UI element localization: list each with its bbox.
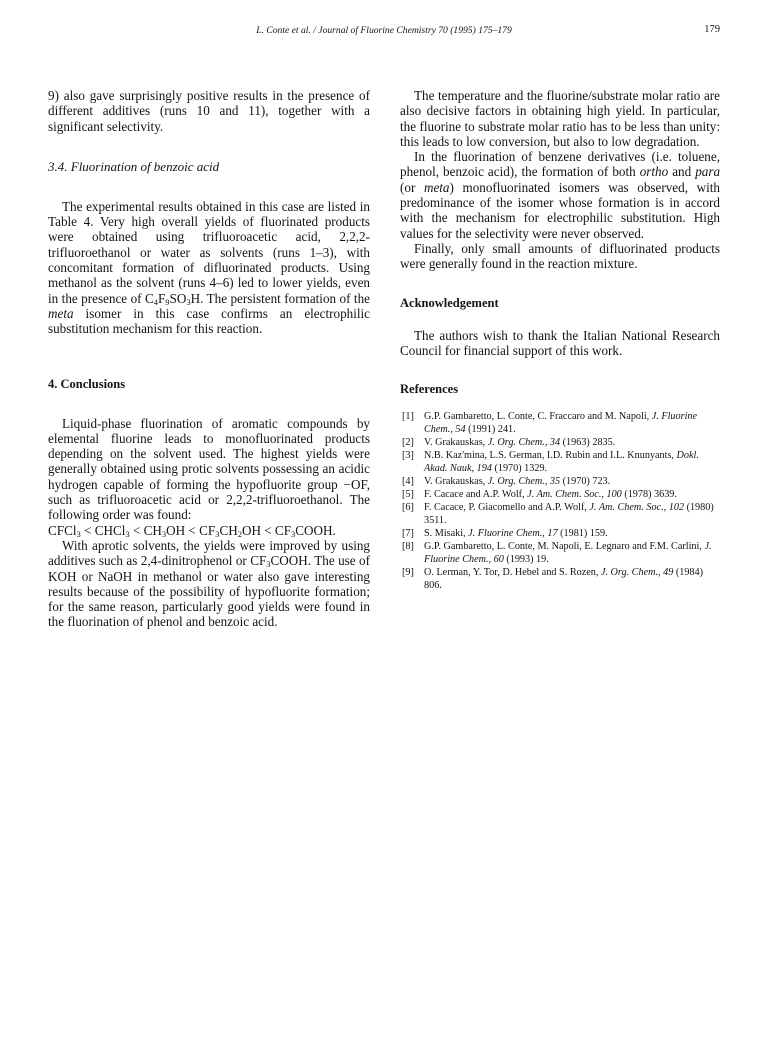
reference-journal: J. Am. Chem. Soc. — [527, 489, 602, 501]
reference-number: [9] — [402, 567, 414, 579]
reference-item — [400, 567, 720, 592]
reference-authors: N.B. Kaz'mina, L.S. German, I.D. Rubin and I.L. Knunyants, — [424, 450, 677, 462]
subscript: 3 — [266, 559, 271, 570]
order-term: CH — [219, 522, 238, 538]
text-run: H. The persistent formation of the — [190, 290, 370, 306]
reference-separator: , — [450, 423, 456, 435]
reference-number: [6] — [402, 502, 414, 514]
reference-authors: F. Cacace, P. Giacomello and A.P. Wolf, — [424, 502, 590, 514]
text-run: COOH. The use of KOH or NaOH in methanol or water also gave interesting results because of the possibility of hypofluorite formation; for the same reason, particularly good yields were found in the fluorination of phenol and benzoic acid. — [48, 553, 371, 630]
italic-term: meta — [48, 305, 74, 321]
reference-text — [424, 528, 720, 541]
solvent-order — [48, 523, 336, 538]
reference-item — [400, 476, 720, 489]
reference-volume: 60 — [493, 553, 504, 565]
running-header — [48, 24, 720, 42]
reference-separator: , — [658, 567, 664, 579]
reference-authors: F. Cacace and A.P. Wolf, — [424, 489, 528, 501]
left-column — [48, 88, 370, 630]
reference-authors: S. Misaki, — [424, 528, 469, 540]
reference-item — [400, 489, 720, 502]
italic-term: ortho — [639, 164, 669, 180]
reference-year-pages: (1981) 159. — [557, 528, 608, 540]
reference-year-pages: (1991) 241. — [465, 423, 516, 435]
italic-term: para — [695, 164, 721, 180]
running-head-citation: L. Conte et al. / Journal of Fluorine Chemistry 70 (1995) 175–179 — [256, 25, 512, 36]
references-title: References — [400, 382, 459, 397]
order-term: COOH. — [295, 522, 336, 538]
text-run: isomer in this case confirms an electrophilic substitution mechanism for this reaction. — [48, 305, 370, 337]
reference-year-pages: (1980) 3511. — [424, 502, 714, 526]
reference-year-pages: (1970) 723. — [560, 475, 611, 487]
reference-item — [400, 502, 720, 527]
subscript: 3 — [215, 528, 220, 539]
page-number: 179 — [704, 24, 720, 35]
text-run: SO — [169, 290, 187, 306]
paragraph-benzoic-acid — [48, 199, 370, 337]
text-run: F — [157, 290, 166, 306]
text-run: (or — [400, 179, 424, 195]
reference-text — [424, 411, 720, 436]
text-run: and — [668, 164, 696, 180]
reference-number: [1] — [402, 411, 414, 423]
reference-separator: , — [663, 502, 669, 514]
order-term: OH < CF — [166, 522, 216, 538]
text-run: Liquid-phase fluorination of aromatic compounds by elemental fluorine leads to monofluorinated products depending on the solvent used. The highest yields were generally obtained using protic solvents possessing an acidic hydrogen capable of forming the hypofluorite group −OF, such as trifluoroacetic acid or 2,2,2-trifluoroethanol. The following order was found: — [48, 415, 370, 523]
reference-item — [400, 411, 720, 436]
reference-authors: G.P. Gambaretto, L. Conte, C. Fraccaro and M. Napoli, — [424, 411, 652, 423]
reference-journal: J. Fluorine Chem. — [424, 541, 712, 565]
order-term: < CHCl — [80, 522, 126, 538]
reference-year-pages: (1978) 3639. — [621, 489, 677, 501]
reference-journal: J. Org. Chem. — [487, 436, 545, 448]
reference-volume: 49 — [663, 567, 674, 579]
order-term: CFCl — [48, 522, 77, 538]
paragraph-conclusions-2 — [48, 538, 370, 630]
subscript: 3 — [186, 296, 191, 307]
text-run: The experimental results obtained in this case are listed in Table 4. Very high overall yields of fluorinated products were obtained using trifluoroacetic acid, 2,2,2-trifluoroethanol or water as solvents (runs 1–3), with concomitant formation of difluorinated products. Using methanol as the solvent (runs 4–6) led to lower yields, even in the presence of C — [48, 198, 370, 306]
subscript: 4 — [153, 296, 158, 307]
reference-item — [400, 541, 720, 566]
reference-text — [424, 450, 720, 475]
reference-separator: , — [544, 475, 550, 487]
reference-text — [424, 489, 720, 502]
italic-term: meta — [423, 179, 450, 195]
paragraph-temperature: The temperature and the fluorine/substrate molar ratio are also decisive factors in obtaining high yield. In particular, the fluorine to substrate molar ratio has to be less than unity: this leads to low conversion, but also to low degradation. — [400, 88, 720, 149]
reference-text — [424, 567, 720, 592]
reference-item — [400, 450, 720, 475]
reference-text — [424, 502, 720, 527]
reference-text — [424, 437, 720, 450]
reference-item — [400, 528, 720, 541]
reference-journal: J. Org. Chem. — [600, 567, 658, 579]
reference-list — [400, 411, 720, 592]
reference-authors: V. Grakauskas, — [424, 475, 488, 487]
reference-item — [400, 437, 720, 450]
paragraph-difluorinated: Finally, only small amounts of difluorinated products were generally found in the reaction mixture. — [400, 240, 720, 272]
paragraph-continued: 9) also gave surprisingly positive results in the presence of different additives (runs 10 and 11), together with a significant selectivity. — [48, 88, 370, 134]
reference-number: [7] — [402, 528, 414, 540]
reference-text — [424, 476, 720, 489]
reference-authors: G.P. Gambaretto, L. Conte, M. Napoli, E. Legnaro and F.M. Carlini, — [424, 541, 705, 553]
reference-journal: J. Am. Chem. Soc. — [589, 502, 664, 514]
subsection-title: 3.4. Fluorination of benzoic acid — [48, 158, 220, 174]
reference-journal: J. Fluorine Chem. — [424, 411, 698, 435]
subscript: 9 — [165, 296, 170, 307]
reference-text — [424, 541, 720, 566]
paragraph-conclusions-1 — [48, 416, 370, 538]
acknowledgement-text: The authors wish to thank the Italian National Research Council for financial support of this work. — [400, 327, 720, 358]
subscript: 3 — [291, 528, 296, 539]
reference-separator: , — [471, 462, 477, 474]
reference-volume: 17 — [547, 528, 558, 540]
reference-volume: 194 — [476, 462, 492, 474]
reference-volume: 34 — [549, 436, 561, 448]
reference-number: [4] — [402, 475, 414, 487]
reference-journal: J. Org. Chem. — [487, 475, 545, 487]
right-column — [400, 88, 720, 593]
reference-volume: 102 — [668, 502, 685, 514]
reference-year-pages: (1993) 19. — [503, 553, 549, 565]
subscript: 3 — [76, 528, 81, 539]
section-title: 4. Conclusions — [48, 376, 126, 391]
paragraph-benzene-derivatives — [400, 149, 720, 241]
text-run: With aprotic solvents, the yields were improved by using additives such as 2,4-dinitrophenol or CF — [48, 537, 370, 569]
reference-journal: Dokl. Akad. Nauk — [424, 450, 699, 474]
reference-number: [3] — [402, 450, 414, 462]
reference-separator: , — [542, 528, 548, 540]
reference-number: [8] — [402, 541, 414, 553]
reference-volume: 35 — [549, 475, 561, 487]
subscript: 2 — [237, 528, 242, 539]
reference-volume: 100 — [606, 489, 622, 501]
text-run: In the fluorination of benzene derivatives (i.e. toluene, phenol, benzoic acid), the formation of both — [400, 149, 720, 180]
subscript: 3 — [125, 528, 130, 539]
order-term: OH < CF — [241, 522, 292, 538]
reference-volume: 54 — [455, 423, 466, 435]
reference-year-pages: (1984) 806. — [424, 567, 703, 591]
reference-authors: O. Lerman, Y. Tor, D. Hebel and S. Rozen, — [424, 567, 601, 579]
order-term: < CH — [129, 522, 162, 538]
reference-separator: , — [544, 436, 550, 448]
reference-year-pages: (1963) 2835. — [560, 436, 616, 448]
reference-year-pages: (1970) 1329. — [491, 462, 548, 474]
acknowledgement-title: Acknowledgement — [400, 295, 499, 310]
reference-number: [5] — [402, 489, 414, 501]
text-run: ) monofluorinated isomers was observed, with predominance of the isomer whose formation is in accord with the mechanism for electrophilic substitution. High values for the selectivity were never observed. — [400, 179, 720, 241]
subscript: 3 — [161, 528, 167, 539]
reference-authors: V. Grakauskas, — [424, 436, 488, 448]
reference-journal: J. Fluorine Chem. — [468, 528, 543, 540]
reference-separator: , — [488, 553, 494, 565]
reference-number: [2] — [402, 436, 414, 448]
reference-separator: , — [601, 489, 607, 501]
